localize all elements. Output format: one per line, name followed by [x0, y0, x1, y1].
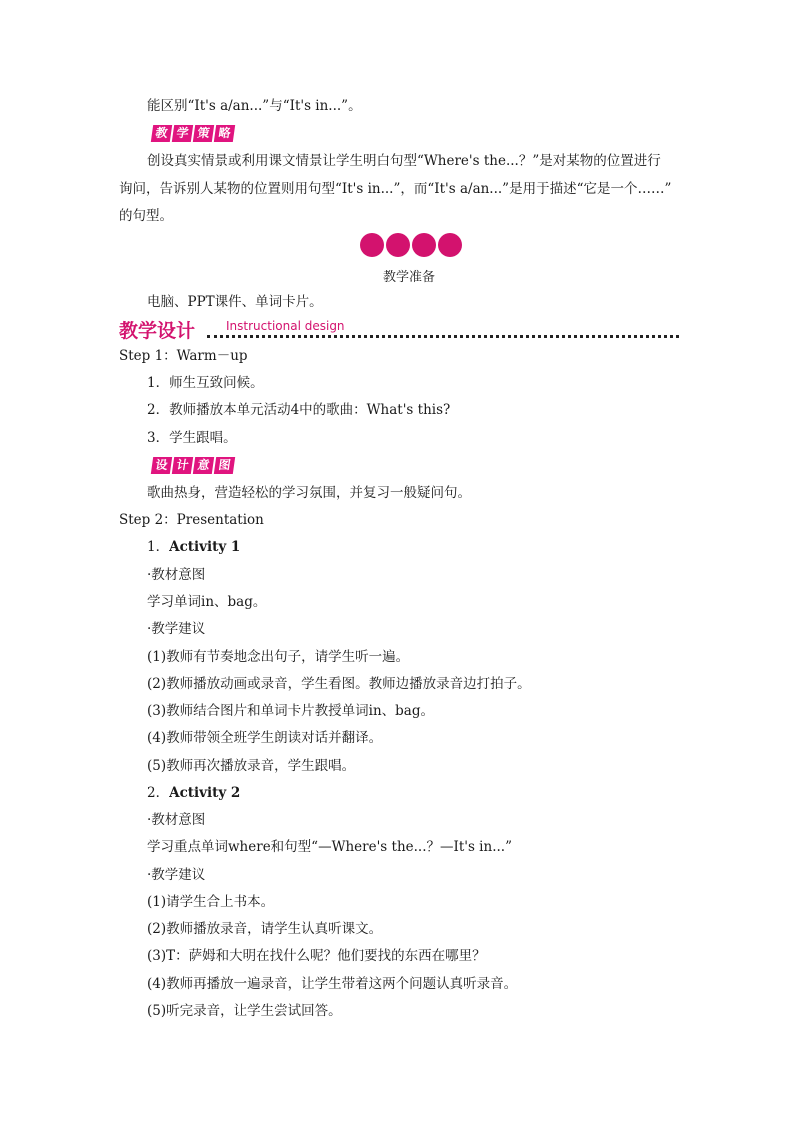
- activity-number: 2．: [147, 785, 170, 801]
- text-line: (5)听完录音，让学生尝试回答。: [147, 1003, 342, 1019]
- text-line: 学习重点单词where和句型“—Where's the...？—It's in...”: [147, 839, 512, 855]
- text-line: (4)教师带领全班学生朗读对话并翻译。: [147, 730, 383, 746]
- text-line: 创设真实情景或利用课文情景让学生明白句型“Where's the...？”是对某物的位置进行: [147, 153, 661, 169]
- tag-char: 计: [172, 457, 193, 474]
- tag-char: 图: [214, 457, 235, 474]
- text-line: (3)T：萨姆和大明在找什么呢？他们要找的东西在哪里？: [147, 948, 486, 964]
- text-line: 电脑、PPT课件、单词卡片。: [147, 294, 323, 310]
- text-line: (5)教师再次播放录音，学生跟唱。: [147, 758, 356, 774]
- text-line: ·教学建议: [147, 621, 206, 637]
- dotted-rule: [207, 335, 679, 338]
- text-line: Step 2：Presentation: [119, 512, 264, 528]
- activity-title: Activity 2: [169, 785, 241, 801]
- activity-title: Activity 1: [169, 539, 241, 555]
- text-line: Step 1：Warm－up: [119, 348, 248, 364]
- text-line: (1)请学生合上书本。: [147, 894, 275, 910]
- text-line: 3．学生跟唱。: [147, 430, 237, 446]
- tag-char: 教: [151, 125, 172, 142]
- text-line: ·教材意图: [147, 567, 206, 583]
- text-line: 歌曲热身，营造轻松的学习氛围，并复习一般疑问句。: [147, 485, 471, 501]
- section-subtitle: Instructional design: [226, 319, 345, 333]
- text-line: 1．师生互致问候。: [147, 375, 264, 391]
- text-line: (1)教师有节奏地念出句子，请学生听一遍。: [147, 649, 410, 665]
- text-line: (4)教师再播放一遍录音，让学生带着这两个问题认真听录音。: [147, 976, 518, 992]
- text-line: ·教学建议: [147, 867, 206, 883]
- dot-icon: [412, 233, 436, 257]
- text-line: 能区别“It's a/an...”与“It's in...”。: [147, 98, 362, 114]
- text-line: (3)教师结合图片和单词卡片教授单词in、bag。: [147, 703, 434, 719]
- activity-number: 1．: [147, 539, 170, 555]
- text-line: (2)教师播放录音，请学生认真听课文。: [147, 921, 383, 937]
- text-line: 2．教师播放本单元活动4中的歌曲：What's this?: [147, 402, 451, 418]
- dot-icon: [438, 233, 462, 257]
- text-line: ·教材意图: [147, 812, 206, 828]
- text-line: 的句型。: [119, 208, 173, 224]
- text-line: (2)教师播放动画或录音，学生看图。教师边播放录音边打拍子。: [147, 676, 531, 692]
- tag-char: 学: [172, 125, 193, 142]
- tag-teaching-strategy: [152, 125, 234, 142]
- activity-2-heading: [147, 783, 240, 803]
- activity-1-heading: [147, 537, 240, 557]
- text-line: 学习单词in、bag。: [147, 594, 267, 610]
- dot-icon: [386, 233, 410, 257]
- section-title: 教学设计: [119, 320, 196, 342]
- tag-char: 意: [193, 457, 214, 474]
- tag-design-intent: [152, 457, 234, 474]
- prep-label: 教学准备: [383, 270, 436, 285]
- dot-icon: [360, 233, 384, 257]
- tag-char: 略: [214, 125, 235, 142]
- tag-char: 策: [193, 125, 214, 142]
- text-line: 询问，告诉别人某物的位置则用句型“It's in...”，而“It's a/an...”是用于描述“它是一个……”: [119, 181, 672, 197]
- decorative-dots: [360, 233, 462, 257]
- tag-char: 设: [151, 457, 172, 474]
